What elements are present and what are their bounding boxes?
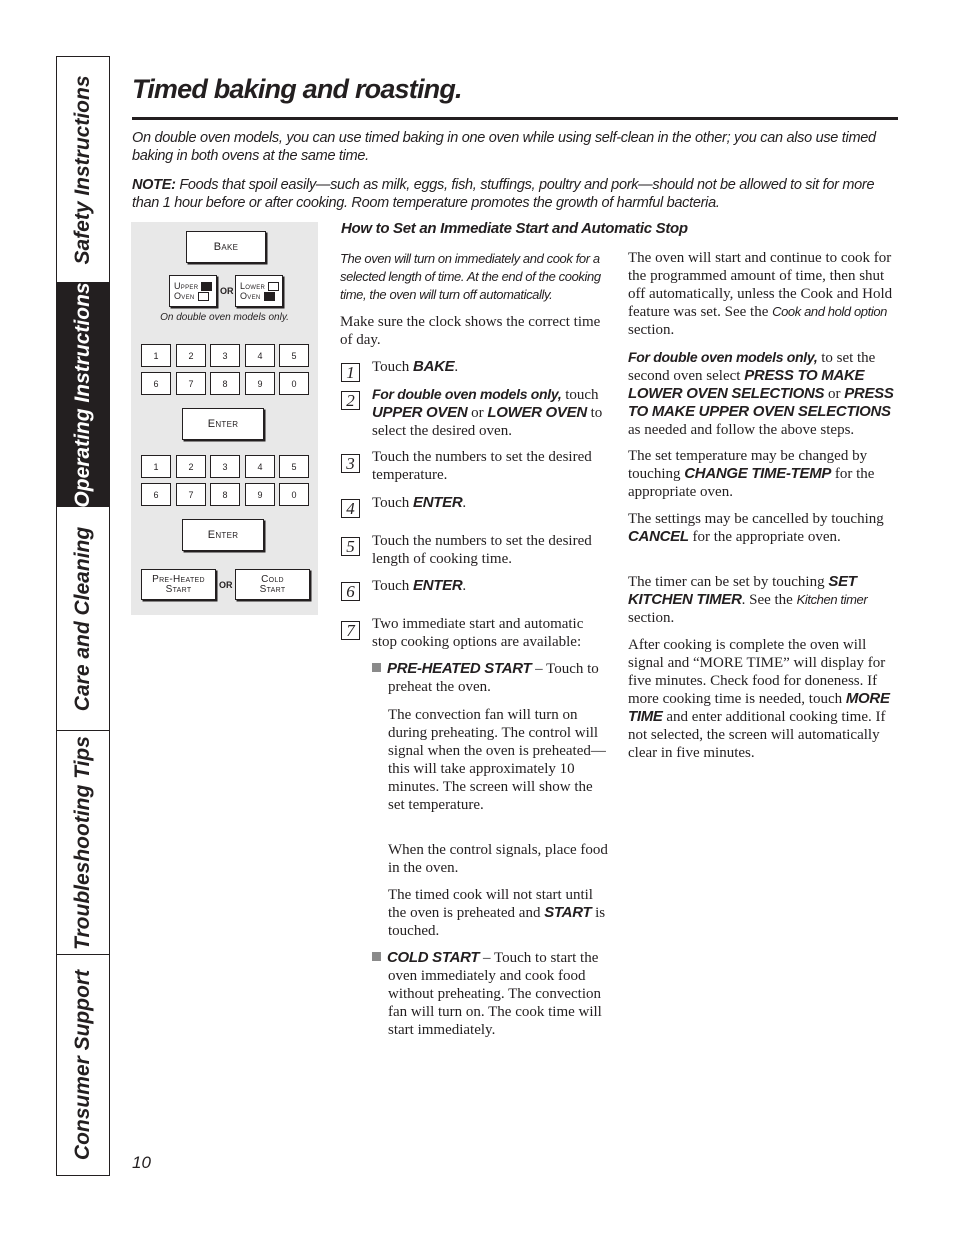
paragraph-text: The settings may be cancelled by touching — [628, 511, 884, 527]
cold-start-button[interactable] — [235, 569, 310, 600]
step-number-4: 4 — [341, 499, 360, 518]
tab-operating-instructions[interactable] — [57, 283, 109, 507]
set-kitchen-timer-key: SET KITCHEN TIMER — [628, 573, 857, 608]
change-time-temp-key: CHANGE TIME-TEMP — [684, 465, 832, 482]
key-3[interactable]: 3 — [210, 344, 240, 367]
right-paragraph-4 — [628, 510, 896, 546]
preheated-paragraph-2: When the control signals, place food in the oven. — [388, 842, 608, 876]
key-2[interactable]: 2 — [176, 344, 206, 367]
enter-key-name: ENTER — [413, 577, 463, 594]
tab-label: Safety Instructions — [71, 74, 94, 265]
step-1-text — [372, 358, 610, 376]
step-number-6: 6 — [341, 582, 360, 601]
preheated-paragraph-3 — [388, 886, 610, 940]
cold-line2: Start — [259, 583, 286, 595]
section-heading: How to Set an Immediate Start and Automatic Stop — [341, 220, 688, 237]
key-9[interactable]: 9 — [245, 483, 275, 506]
double-oven-qualifier: For double oven models only, — [372, 386, 562, 402]
key-5[interactable]: 5 — [279, 344, 309, 367]
note-text: Foods that spoil easily—such as milk, eggs, fish, stuffings, poultry and pork—should not be allowed to sit for more than 1 hour before or after cooking. Room temperature promotes the growth of harmful bacteria. — [132, 177, 875, 211]
paragraph-text: section. — [628, 322, 675, 338]
kitchen-timer-reference: Kitchen timer — [796, 592, 868, 607]
key-1[interactable]: 1 — [141, 344, 171, 367]
step-text: . — [462, 495, 467, 511]
indicator-icon — [198, 292, 209, 301]
step-4-text — [372, 494, 610, 512]
preheated-start-button[interactable] — [141, 569, 216, 600]
or-label: OR — [220, 286, 234, 296]
right-paragraph-3 — [628, 447, 896, 501]
cook-and-hold-reference: Cook and hold option — [772, 304, 887, 319]
step-number-3: 3 — [341, 454, 360, 473]
enter-button[interactable]: Enter — [182, 408, 264, 440]
paragraph-text: for the appropriate oven. — [688, 529, 841, 545]
paragraph-text: is touched. — [388, 905, 606, 939]
paragraph-text: to set the second oven select — [628, 350, 876, 384]
step-number-1: 1 — [341, 363, 360, 382]
note-label: NOTE: — [132, 177, 176, 193]
paragraph-text: The oven will start and continue to cook for the programmed amount of time, then shut off automatically, unless the Cook and Hold feature was set. See the — [628, 250, 893, 320]
control-panel-illustration — [131, 222, 318, 615]
bullet-icon — [372, 663, 381, 672]
page-number: 10 — [132, 1153, 151, 1172]
step-text: Touch — [372, 578, 414, 594]
key-2[interactable]: 2 — [176, 455, 206, 478]
option-text: – Touch to preheat the oven. — [388, 661, 599, 695]
step-7-text: Two immediate start and automatic stop cooking options are available: — [372, 616, 584, 650]
key-4[interactable]: 4 — [245, 344, 275, 367]
key-7[interactable]: 7 — [176, 372, 206, 395]
lower-oven-key-name: LOWER OVEN — [487, 404, 587, 421]
paragraph-text: or — [824, 386, 845, 402]
lower-oven-line2: Oven — [240, 291, 261, 301]
tab-label: Consumer Support — [71, 969, 94, 1161]
lower-oven-line1: Lower — [240, 280, 266, 291]
indicator-icon — [264, 292, 275, 301]
key-0[interactable]: 0 — [279, 372, 309, 395]
tab-safety-instructions[interactable] — [57, 57, 109, 283]
paragraph-text: as needed and follow the above steps. — [628, 422, 855, 438]
right-paragraph-5 — [628, 573, 896, 627]
enter-button[interactable]: Enter — [182, 519, 264, 551]
indicator-icon — [268, 282, 279, 291]
right-paragraph-6 — [628, 636, 896, 762]
preheated-line1: Pre-Heated — [152, 573, 205, 585]
step-number-7: 7 — [341, 621, 360, 640]
upper-oven-line1: Upper — [174, 280, 199, 291]
enter-key-name: ENTER — [413, 494, 463, 511]
preheated-paragraph-1: The convection fan will turn on during preheating. The control will signal when the oven is preheated—this will take approximately 10 minutes. The screen will show the set temperature. — [388, 707, 606, 813]
step-text: . — [454, 359, 459, 375]
double-oven-note: On double oven models only. — [160, 312, 289, 323]
right-paragraph-1 — [628, 249, 896, 339]
tab-label: Operating Instructions — [71, 281, 94, 508]
right-paragraph-2 — [628, 348, 896, 439]
step-number-2: 2 — [341, 391, 360, 410]
step-2-text — [372, 385, 610, 440]
key-8[interactable]: 8 — [210, 483, 240, 506]
more-time-key: MORE TIME — [628, 690, 890, 725]
key-0[interactable]: 0 — [279, 483, 309, 506]
key-6[interactable]: 6 — [141, 372, 171, 395]
cancel-key-name: CANCEL — [628, 528, 689, 545]
step-3-text: Touch the numbers to set the desired temperature. — [372, 449, 592, 483]
paragraph-text: The timed cook will not start until the oven is preheated and — [388, 887, 593, 921]
key-1[interactable]: 1 — [141, 455, 171, 478]
option-text: – Touch to start the oven immediately and cook food without preheating. The convection fan will turn on. The cook time will start immediately. — [388, 950, 602, 1038]
page-title: Timed baking and roasting. — [132, 74, 462, 104]
key-6[interactable]: 6 — [141, 483, 171, 506]
column-intro: The oven will turn on immediately and cook for a selected length of time. At the end of the cooking time, the oven will turn off automatically. — [340, 251, 601, 302]
bake-key-name: BAKE — [413, 358, 455, 375]
step-text: touch — [561, 387, 599, 403]
step-text: Touch — [372, 359, 414, 375]
key-5[interactable]: 5 — [279, 455, 309, 478]
upper-oven-selections-key: PRESS TO MAKE UPPER OVEN SELECTIONS — [628, 385, 894, 420]
title-rule — [132, 117, 898, 120]
start-key-name: START — [544, 904, 592, 921]
tab-label: Care and Cleaning — [71, 526, 94, 711]
step-text: or — [467, 405, 488, 421]
tab-label: Troubleshooting Tips — [71, 735, 94, 950]
paragraph-text: section. — [628, 610, 675, 626]
upper-oven-line2: Oven — [174, 291, 195, 301]
note-paragraph — [132, 176, 898, 212]
lower-oven-selections-key: PRESS TO MAKE LOWER OVEN SELECTIONS — [628, 367, 865, 402]
tab-care-and-cleaning[interactable] — [57, 507, 109, 731]
paragraph-text: . See the — [741, 592, 797, 608]
tab-troubleshooting-tips[interactable] — [57, 731, 109, 955]
key-8[interactable]: 8 — [210, 372, 240, 395]
bullet-icon — [372, 952, 381, 961]
preheated-start-option — [372, 660, 610, 696]
cold-start-option — [372, 949, 610, 1039]
paragraph-text: After cooking is complete the oven will signal and “MORE TIME” will display for five minutes. Check food for doneness. If more cooking time is needed, touch — [628, 637, 886, 707]
step-text: Touch — [372, 495, 414, 511]
preheated-start-label: PRE-HEATED START — [387, 660, 532, 677]
step-5-text: Touch the numbers to set the desired length of cooking time. — [372, 533, 592, 567]
paragraph-text: and enter additional cooking time. If not selected, the screen will automatically clear in five minutes. — [628, 709, 886, 761]
step-text: to select the desired oven. — [372, 405, 603, 439]
preheated-line2: Start — [165, 583, 192, 595]
section-tabs — [56, 56, 110, 1176]
paragraph-text: The timer can be set by touching — [628, 574, 829, 590]
key-9[interactable]: 9 — [245, 372, 275, 395]
or-label: OR — [219, 580, 233, 590]
step-text: . — [462, 578, 467, 594]
bake-button[interactable]: Bake — [186, 231, 266, 263]
cold-start-label: COLD START — [387, 949, 480, 966]
upper-oven-button[interactable] — [169, 275, 217, 307]
lower-oven-button[interactable] — [235, 275, 283, 307]
paragraph-text: for the appropriate oven. — [628, 466, 875, 500]
intro-paragraph: On double oven models, you can use timed baking in one oven while using self-clean in the other; you can also use timed baking in both ovens at the same time. — [132, 130, 876, 164]
double-oven-qualifier: For double oven models only, — [628, 349, 818, 365]
key-3[interactable]: 3 — [210, 455, 240, 478]
clock-instruction: Make sure the clock shows the correct time of day. — [340, 314, 601, 348]
paragraph-text: The set temperature may be changed by touching — [628, 448, 868, 482]
key-4[interactable]: 4 — [245, 455, 275, 478]
indicator-icon — [201, 282, 212, 291]
step-number-5: 5 — [341, 537, 360, 556]
step-6-text — [372, 577, 610, 595]
cold-line1: Cold — [261, 573, 284, 585]
tab-consumer-support[interactable] — [57, 955, 109, 1175]
upper-oven-key-name: UPPER OVEN — [372, 404, 468, 421]
key-7[interactable]: 7 — [176, 483, 206, 506]
